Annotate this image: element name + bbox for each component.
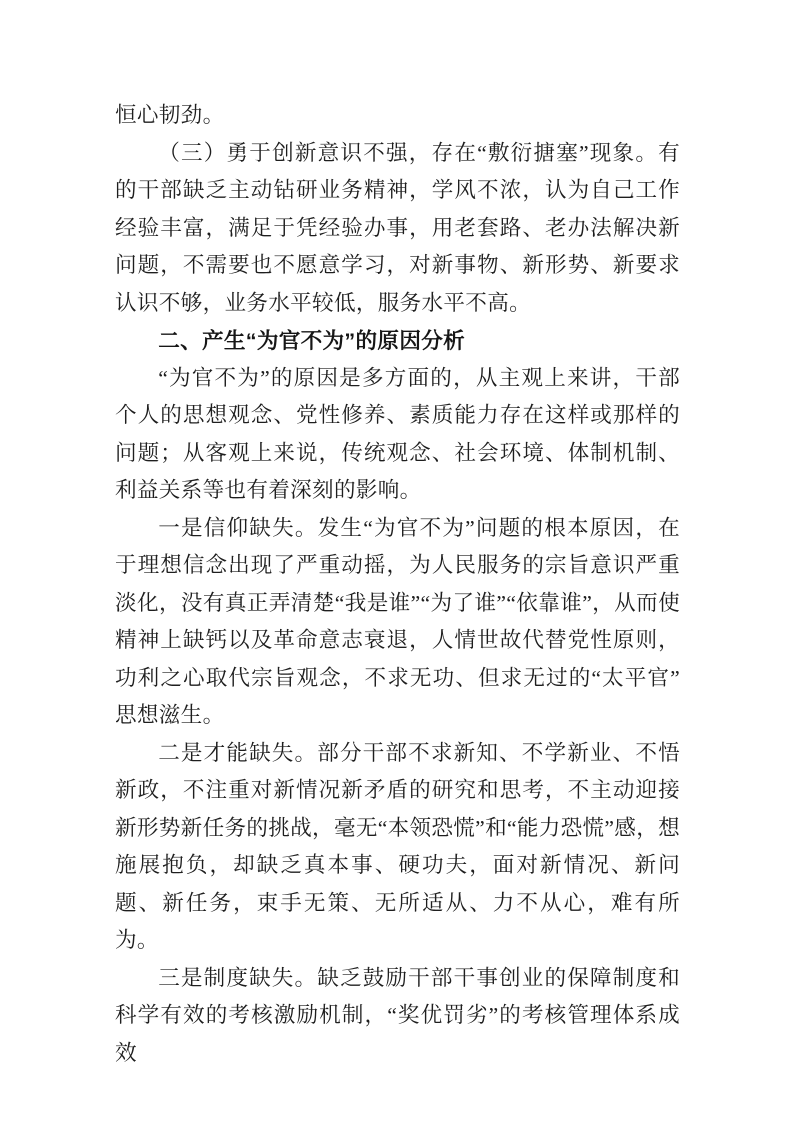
paragraph-reasons-overview: “为官不为”的原因是多方面的，从主观上来讲，干部个人的思想观念、党性修养、素质能力存在这样或那样的问题；从客观上来说，传统观念、社会环境、体制机制、利益关系等也有着深刻的影响。 <box>115 365 680 502</box>
paragraph-reason-2-ability: 二是才能缺失。部分干部不求新知、不学新业、不悟新政，不注重对新情况新矛盾的研究和思考，不主动迎接新形势新任务的挑战，毫无“本领恐慌”和“能力恐慌”感，想施展抱负，却缺乏真本事、硬功夫，面对新情况、新问题、新任务，束手无策、无所适从、力不从心，难有所为。 <box>115 740 680 952</box>
section-heading-reasons: 二、产生“为官不为”的原因分析 <box>158 328 466 353</box>
paragraph-continuation: 恒心韧劲。 <box>115 103 225 127</box>
paragraph-reason-1-faith: 一是信仰缺失。发生“为官不为”问题的根本原因，在于理想信念出现了严重动摇，为人民服务的宗旨意识严重淡化，没有真正弄清楚“我是谁”“为了谁”“依靠谁”，从而使精神上缺钙以及革命意志衰退，人情世故代替党性原则，功利之心取代宗旨观念，不求无功、但求无过的“太平官”思想滋生。 <box>115 515 680 727</box>
paragraph-reason-3-institution: 三是制度缺失。缺乏鼓励干部干事创业的保障制度和科学有效的考核激励机制，“奖优罚劣”的考核管理体系成效 <box>115 965 680 1065</box>
paragraph-item-three: （三）勇于创新意识不强，存在“敷衍搪塞”现象。有的干部缺乏主动钻研业务精神，学风不浓，认为自己工作经验丰富，满足于凭经验办事，用老套路、老办法解决新问题，不需要也不愿意学习，对新事物、新形势、新要求认识不够，业务水平较低，服务水平不高。 <box>115 140 680 315</box>
